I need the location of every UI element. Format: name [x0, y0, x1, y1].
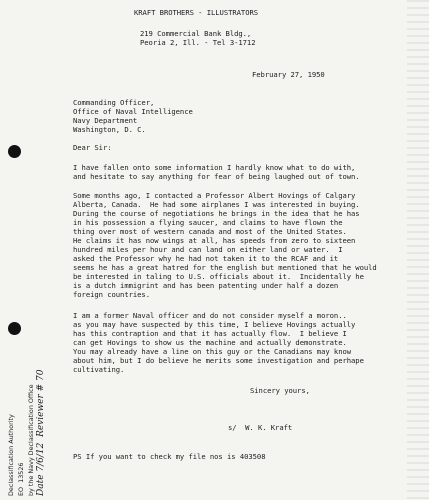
closing: Sincery yours, — [250, 386, 310, 395]
body-line: can get Hovings to show us the machine and actually demonstrate. — [73, 338, 347, 347]
stamp-line-1: Declassification Authority — [7, 414, 15, 496]
body-line: foreign countries. — [73, 290, 150, 299]
body-line: about him, but I do believe he merits some investigation and perhape — [73, 356, 364, 365]
salutation: Dear Sir: — [73, 143, 112, 152]
stamp-line-2: EO 13526 — [17, 462, 25, 496]
body-line: seems he has a great hatred for the english but mentioned that he would — [73, 263, 377, 272]
body-line: He claims it has now wings at all, has speeds from zero to sixteen — [73, 236, 356, 245]
body-line: and hesitate to say anything for fear of being laughed out of town. — [73, 172, 360, 181]
declassification-stamp — [6, 360, 64, 498]
letterhead-address-2: Peoria 2, Ill. - Tel 3-1712 — [140, 38, 256, 47]
body-line: Alberta, Canada. He had some airplanes I was interested in buying. — [73, 200, 360, 209]
body-line: During the course of negotiations he brings in the idea that he has — [73, 209, 360, 218]
body-line: be interested in taling to U.S. officials about it. Incidentally he — [73, 272, 364, 281]
stamp-line-4: Date 7/6/12 Reviewer # 70 — [36, 369, 46, 496]
recipient-line: Office of Naval Intelligence — [73, 107, 193, 116]
punch-hole-top — [8, 145, 21, 158]
punch-hole-bottom — [8, 322, 21, 335]
recipient-line: Commanding Officer, — [73, 98, 155, 107]
body-line: in his possession a flying saucer, and claims to have flown the — [73, 218, 343, 227]
recipient-line: Washington, D. C. — [73, 125, 146, 134]
body-line: thing over most of western canada and most of the United States. — [73, 227, 347, 236]
postscript: PS If you want to check my file nos is 403508 — [73, 452, 266, 461]
stamp-line-3: by the Navy Declassification Office — [27, 384, 35, 496]
recipient-line: Navy Department — [73, 116, 138, 125]
signature: s/ W. K. Kraft — [228, 423, 293, 432]
letterhead-company: KRAFT BROTHERS - ILLUSTRATORS — [134, 8, 259, 17]
body-line: as you may have suspected by this time, I believe Hovings actually — [73, 320, 356, 329]
body-line: Some months ago, I contacted a Professor Albert Hovings of Calgary — [73, 191, 356, 200]
body-line: cultivating. — [73, 365, 125, 374]
body-line: hundred miles per hour and can land on either land or water. I — [73, 245, 343, 254]
body-line: asked the Professor why he had not taken it to the RCAF and it — [73, 254, 339, 263]
body-line: I have fallen onto some information I hardly know what to do with, — [73, 163, 356, 172]
body-line: has this contraption and that it has actually flow. I believe I — [73, 329, 347, 338]
scan-edge-noise — [407, 0, 429, 500]
body-line: is a dutch immigrint and has been patenting under half a dozen — [73, 281, 339, 290]
body-line: You may already have a line on this guy or the Canadians may know — [73, 347, 352, 356]
letter-date: February 27, 1950 — [252, 70, 325, 79]
body-line: I am a former Naval officer and do not consider myself a moron.. — [73, 311, 347, 320]
letterhead-address-1: 219 Commercial Bank Bldg., — [140, 29, 252, 38]
